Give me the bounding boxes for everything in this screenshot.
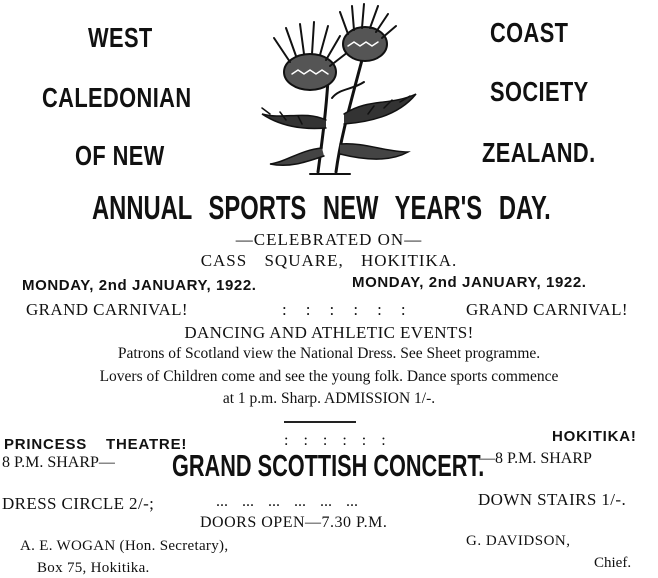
events-line: DANCING AND ATHLETIC EVENTS! <box>184 323 474 342</box>
concert-town: HOKITIKA! <box>552 428 637 445</box>
carnival-left: GRAND CARNIVAL! <box>26 300 188 319</box>
chief-name: G. DAVIDSON, <box>466 533 571 549</box>
venue: CASS SQUARE, HOKITIKA. <box>200 251 458 270</box>
date-right: MONDAY, 2nd JANUARY, 1922. <box>352 274 587 291</box>
header-left-line-2: CALEDONIAN <box>42 82 192 113</box>
celebrated-on: —CELEBRATED ON— <box>235 230 423 249</box>
divider-rule <box>284 421 356 423</box>
concert-time-right: —8 P.M. SHARP <box>479 450 592 467</box>
header-left-line-1: WEST <box>88 22 153 53</box>
header-right-line-1: COAST <box>490 17 569 48</box>
concert-venue: PRINCESS THEATRE! <box>4 436 188 453</box>
doors-open: DOORS OPEN—7.30 P.M. <box>200 514 388 531</box>
header-right-line-3: ZEALAND. <box>482 137 596 168</box>
chief-title: Chief. <box>594 555 632 571</box>
carnival-dots: : : : : : : <box>282 300 406 319</box>
headline: ANNUAL SPORTS NEW YEAR'S DAY. <box>92 189 551 226</box>
body-line-2: Lovers of Children come and see the young folk. Dance sports commence <box>99 368 559 385</box>
secretary-address: Box 75, Hokitika. <box>37 560 150 576</box>
body-line-3: at 1 p.m. Sharp. ADMISSION 1/-. <box>222 390 436 407</box>
secretary-name: A. E. WOGAN (Hon. Secretary), <box>20 538 229 554</box>
thistle-icon <box>240 2 440 182</box>
body-line-1: Patrons of Scotland view the National Dress. See Sheet programme. <box>117 345 541 362</box>
concert-title: GRAND SCOTTISH CONCERT. <box>172 448 485 483</box>
price-dots: ... ... ... ... ... ... <box>216 493 358 510</box>
carnival-right: GRAND CARNIVAL! <box>466 300 628 319</box>
header-left-line-3: OF NEW <box>75 140 165 171</box>
date-left: MONDAY, 2nd JANUARY, 1922. <box>22 277 257 294</box>
downstairs-price: DOWN STAIRS 1/-. <box>478 490 627 509</box>
header-right-line-2: SOCIETY <box>490 76 589 107</box>
concert-venue-dots: : : : : : : <box>284 432 386 449</box>
dress-circle-price: DRESS CIRCLE 2/-; <box>2 494 155 513</box>
concert-time-left: 8 P.M. SHARP— <box>2 454 115 471</box>
